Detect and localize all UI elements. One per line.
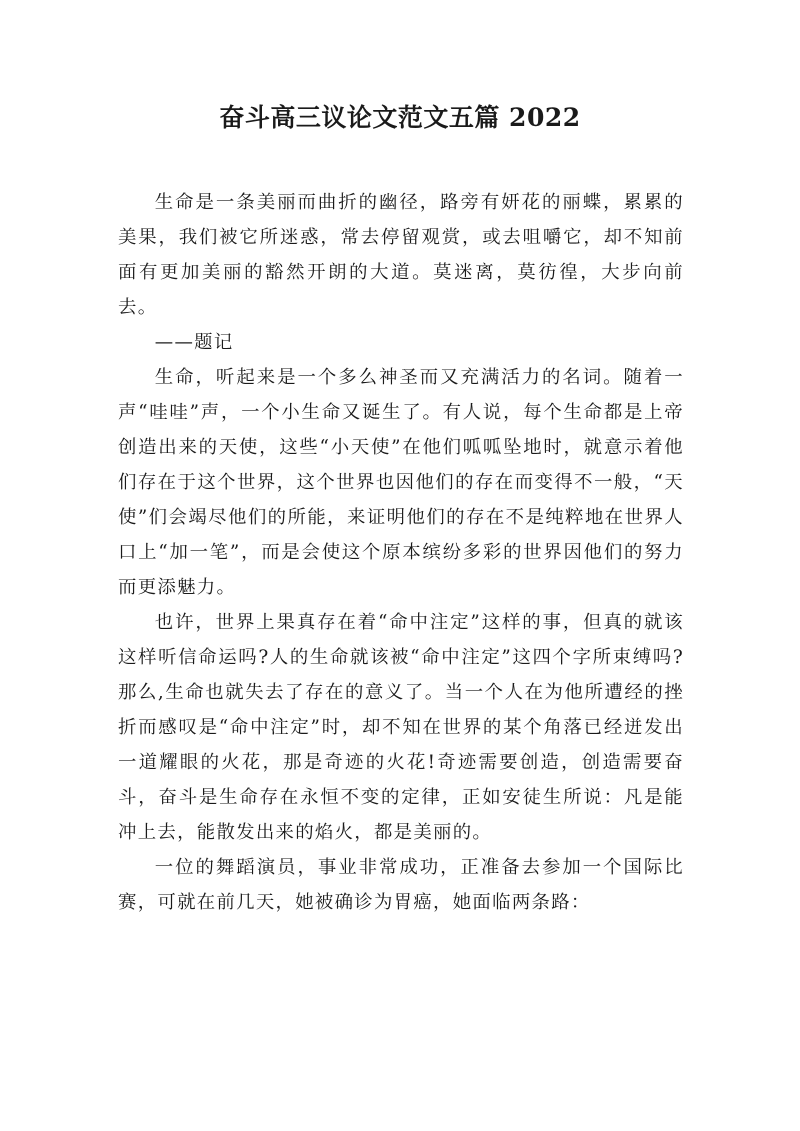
document-title: 奋斗高三议论文范文五篇 2022 bbox=[219, 103, 581, 132]
paragraph-destiny: 也许，世界上果真存在着“命中注定”这样的事，但真的就该这样听信命运吗?人的生命就该被“命中注定”这四个字所束缚吗?那么,生命也就失去了存在的意义了。当一个人在为他所遭经的挫折而感叹是“命中注定”时，却不知在世界的某个角落已经迸发出一道耀眼的火花，那是奇迹的火花!奇迹需要创造，创造需要奋斗，奋斗是生命存在永恒不变的定律，正如安徒生所说：凡是能冲上去，能散发出来的焰火，都是美丽的。 bbox=[118, 612, 684, 843]
paragraph-intro: 生命是一条美丽而曲折的幽径，路旁有妍花的丽蝶，累累的美果，我们被它所迷惑，常去停留观赏，或去咀嚼它，却不知前面有更加美丽的豁然开朗的大道。莫迷离，莫彷徨，大步向前去。 bbox=[118, 192, 684, 318]
paragraph-dancer: 一位的舞蹈演员，事业非常成功，正准备去参加一个国际比赛，可就在前几天，她被确诊为胃癌，她面临两条路： bbox=[118, 857, 684, 913]
paragraph-epigraph-attribution: ——题记 bbox=[154, 332, 234, 353]
document-body bbox=[118, 185, 684, 920]
paragraph-life: 生命，听起来是一个多么神圣而又充满活力的名词。随着一声“哇哇”声，一个小生命又诞生了。有人说，每个生命都是上帝创造出来的天使，这些“小天使”在他们呱呱坠地时，就意示着他们存在于这个世界，这个世界也因他们的存在而变得不一般，“天使”们会竭尽他们的所能，来证明他们的存在不是纯粹地在世界人口上“加一笔”，而是会使这个原本缤纷多彩的世界因他们的努力而更添魅力。 bbox=[118, 367, 684, 598]
